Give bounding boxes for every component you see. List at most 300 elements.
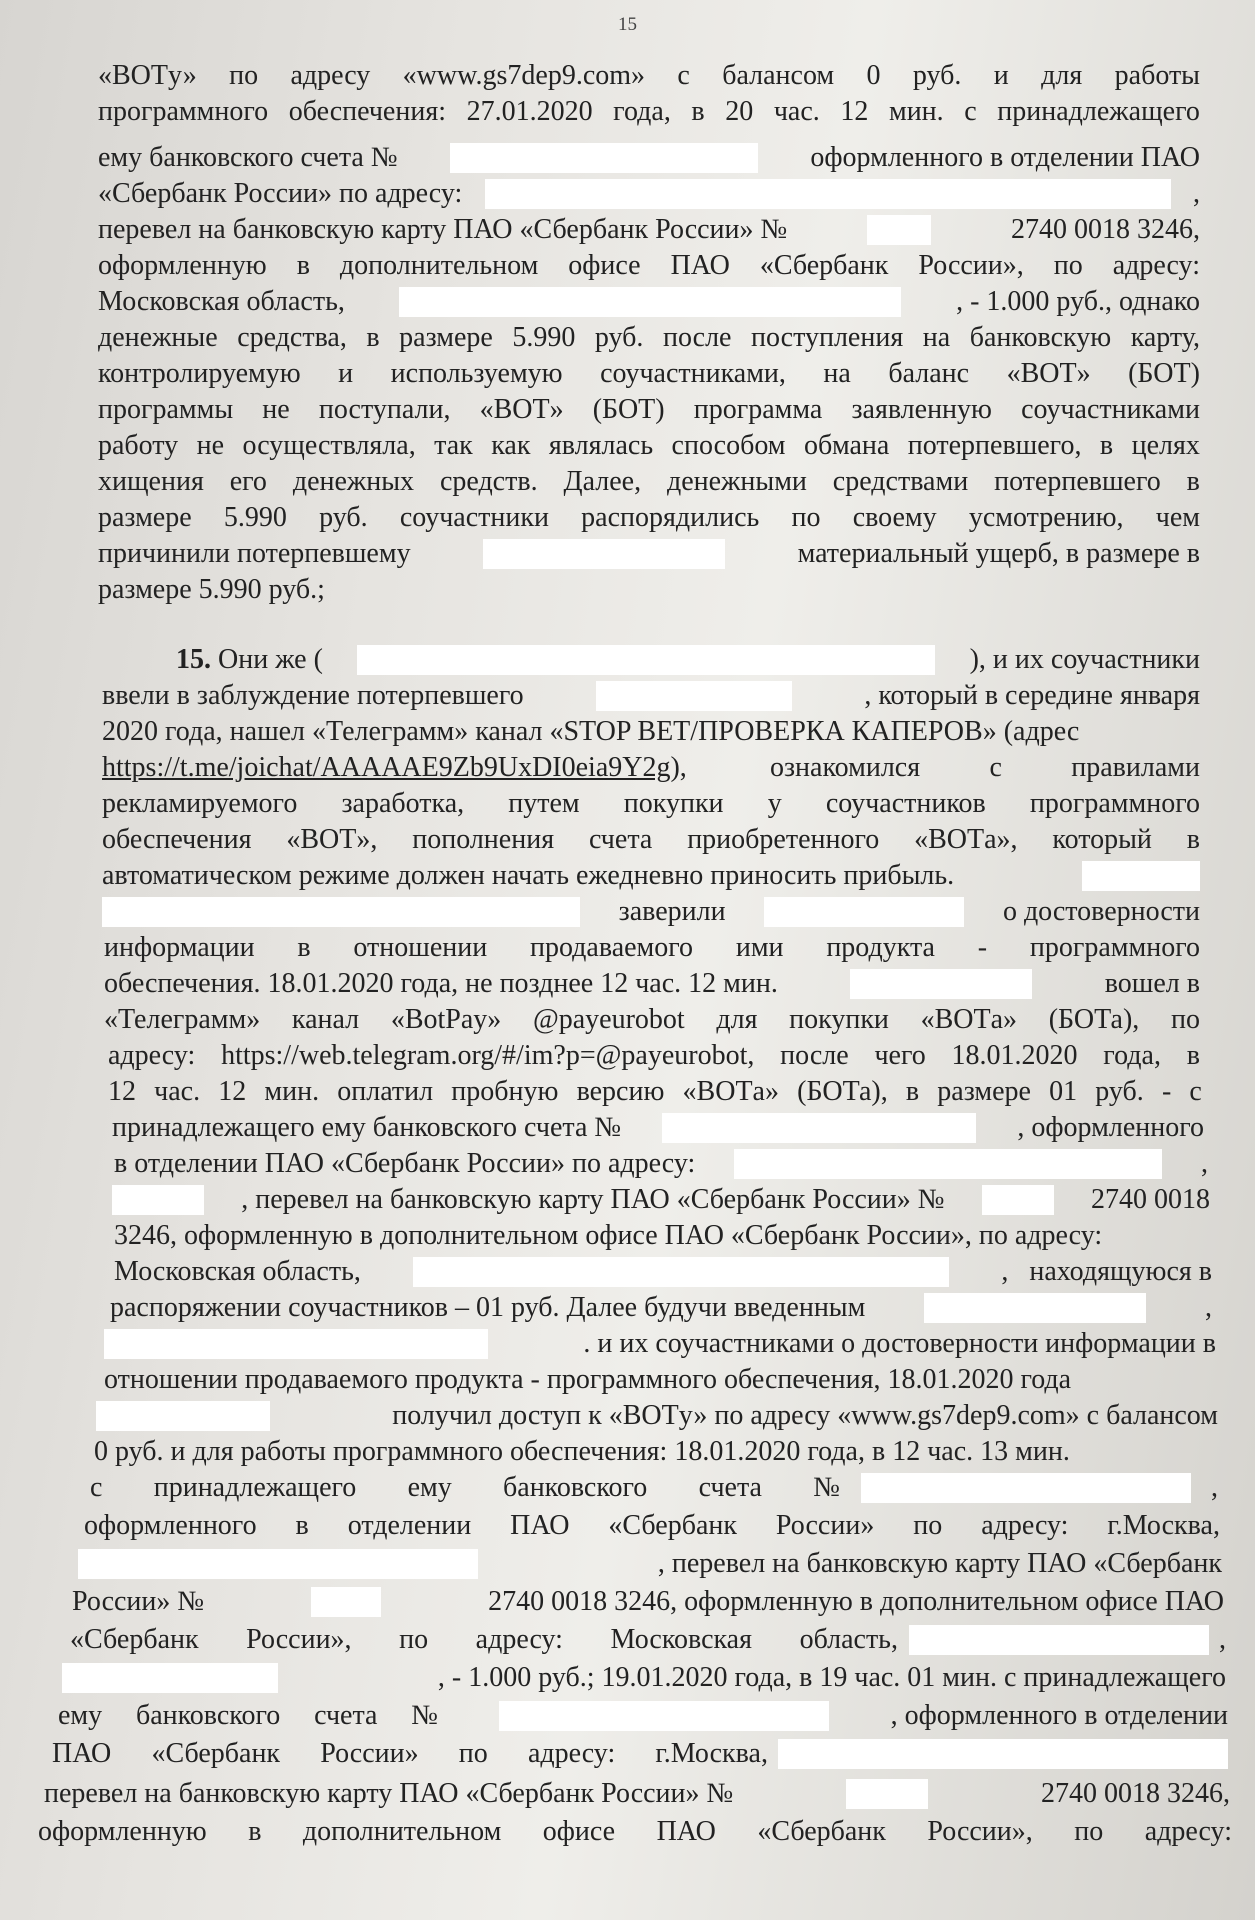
- text-line: [44, 1776, 1230, 1812]
- text-segment: . и их соучастниками о достоверности информации в: [583, 1328, 1216, 1359]
- text-line: [98, 58, 1200, 94]
- text-line: [90, 1470, 1218, 1506]
- text-segment: 2020 года, нашел «Телеграмм» канал «STOP BET/ПРОВЕРКА КАПЕРОВ» (адрес: [102, 716, 1080, 747]
- word: используемую: [390, 358, 563, 389]
- word: на: [922, 322, 951, 353]
- text-segment: ,: [1001, 1256, 1009, 1287]
- word: ПАО: [656, 1816, 716, 1847]
- text-segment: получил доступ к «BOTу» по адресу «www.gs7dep9.com» с балансом: [392, 1400, 1218, 1431]
- word: рекламируемого: [102, 788, 298, 819]
- word: России»: [320, 1738, 419, 1769]
- text-line: [98, 464, 1200, 500]
- word: заявленную: [851, 394, 992, 425]
- word: пробную: [451, 1076, 559, 1107]
- word: адресу: [290, 60, 371, 91]
- redaction-box: [311, 1587, 381, 1617]
- word: и: [338, 358, 354, 389]
- word: правилами: [1071, 752, 1200, 783]
- text-segment: размере 5.990 руб.;: [98, 574, 325, 605]
- text-segment: ),: [670, 752, 687, 783]
- text-segment: , - 1.000 руб.; 19.01.2020 года, в 19 час. 01 мин. с принадлежащего: [437, 1662, 1226, 1693]
- word: так: [434, 430, 473, 461]
- redaction-box: [483, 539, 725, 569]
- word: дополнительном: [302, 1816, 502, 1847]
- text-line: [104, 1362, 1218, 1398]
- word: года,: [1103, 1040, 1161, 1071]
- text-segment: 0 руб. и для работы программного обеспечения: 18.01.2020 года, в 12 час. 13 мин.: [94, 1436, 1070, 1467]
- text-segment: распоряжении соучастников – 01 руб. Далее будучи введенным: [110, 1292, 866, 1323]
- text-segment: перевел на банковскую карту ПАО «Сбербанк России» №: [44, 1778, 734, 1809]
- word: банковскую: [969, 322, 1112, 353]
- word: как: [491, 430, 531, 461]
- text-line: [102, 894, 1200, 930]
- word: отношении: [353, 932, 488, 963]
- word: «BOT»: [1006, 358, 1091, 389]
- word: -: [1161, 1076, 1172, 1107]
- text-line: [62, 1660, 1226, 1696]
- text-segment: , оформленного в отделении: [890, 1700, 1228, 1731]
- redaction-box: [778, 1739, 1228, 1769]
- word: банковского: [503, 1472, 648, 1503]
- text-line: [52, 1736, 1228, 1772]
- word: 18.01.2020: [951, 1040, 1078, 1071]
- text-line: [98, 320, 1200, 356]
- text-segment: ,: [1211, 1472, 1218, 1503]
- word: г.Москва,: [655, 1738, 768, 1769]
- word: денежными: [666, 466, 807, 497]
- text-line: [98, 392, 1200, 428]
- word: оформленного: [84, 1510, 257, 1541]
- word: Московская: [610, 1624, 752, 1655]
- redaction-box: [662, 1113, 976, 1143]
- word: по: [229, 60, 259, 91]
- redaction-box: [485, 179, 1171, 209]
- word: канал: [291, 1004, 360, 1035]
- word: покупки: [789, 1004, 889, 1035]
- word: №: [813, 1472, 840, 1503]
- word: «BOTа»,: [914, 824, 1018, 855]
- text-line: [98, 572, 1200, 608]
- word: средства,: [237, 322, 347, 353]
- word: руб.: [1095, 1076, 1144, 1107]
- word: соучастниками: [1021, 394, 1200, 425]
- word: размере: [98, 502, 192, 533]
- word: у: [767, 788, 782, 819]
- word: область,: [799, 1624, 898, 1655]
- word: в: [366, 322, 380, 353]
- redaction-box: [450, 143, 758, 173]
- word: мин.: [888, 96, 944, 127]
- text-segment: ), и их соучастники: [969, 644, 1200, 675]
- word: приобретенного: [687, 824, 880, 855]
- redaction-box: [102, 897, 580, 927]
- word: ПАО: [670, 250, 730, 281]
- word: «BOT»: [479, 394, 564, 425]
- text-segment: [52, 1736, 768, 1772]
- word: соучастниками,: [600, 358, 786, 389]
- word: денежные: [98, 322, 218, 353]
- word: 12: [108, 1076, 136, 1107]
- redaction-box: [596, 681, 792, 711]
- word: ПАО: [52, 1738, 112, 1769]
- text-line: [108, 1038, 1200, 1074]
- word: -: [977, 932, 988, 963]
- word: в: [1099, 430, 1114, 461]
- text-line: [96, 1398, 1218, 1434]
- page-number: 15: [618, 14, 637, 35]
- text-line: [112, 1110, 1204, 1146]
- text-segment: Они же (: [218, 644, 323, 675]
- word: на: [823, 358, 851, 389]
- word: денежных: [292, 466, 415, 497]
- text-line: [72, 1584, 1224, 1620]
- word: поступления: [751, 322, 904, 353]
- word: контролируемую: [98, 358, 301, 389]
- text-segment: Московская область,: [98, 286, 345, 317]
- word: карту,: [1130, 322, 1200, 353]
- word: с: [989, 752, 1002, 783]
- word: 12: [218, 1076, 247, 1107]
- redaction-box: [499, 1701, 829, 1731]
- word: обеспечения: [102, 824, 252, 855]
- word: в: [905, 1076, 920, 1107]
- text-segment: , который в середине января: [864, 680, 1200, 711]
- word: счета: [588, 824, 653, 855]
- word: с: [90, 1472, 103, 1503]
- text-line: [108, 1074, 1202, 1110]
- telegram-link[interactable]: https://t.me/joichat/AAAAAE9Zb9UxDI0eia9Y2g: [102, 752, 671, 783]
- word: в: [1186, 1040, 1200, 1071]
- word: принадлежащего: [997, 96, 1200, 127]
- word: «Телеграмм»: [104, 1004, 261, 1035]
- text-segment: «Сбербанк России» по адресу:: [98, 178, 463, 209]
- word: для: [1041, 60, 1083, 91]
- word: офисе: [568, 250, 641, 281]
- word: (БОТа),: [1048, 1004, 1140, 1035]
- word: который: [1052, 824, 1152, 855]
- text-line: [98, 140, 1200, 176]
- text-line: [176, 642, 1200, 678]
- word: «BOTа»: [682, 1076, 779, 1107]
- text-line: [98, 428, 1200, 464]
- text-segment: отношении продаваемого продукта - программного обеспечения, 18.01.2020 года: [104, 1364, 1072, 1395]
- text-segment: [58, 1698, 438, 1734]
- word: адресу:: [1112, 250, 1200, 281]
- text-segment: обеспечения. 18.01.2020 года, не позднее 12 час. 12 мин.: [104, 968, 778, 999]
- text-segment: ,: [1205, 1292, 1212, 1323]
- word: продукта: [826, 932, 935, 963]
- word: баланс: [888, 358, 970, 389]
- word: «Сбербанк: [608, 1510, 737, 1541]
- word: по: [1074, 1816, 1104, 1847]
- text-line: [110, 1290, 1212, 1326]
- word: работу: [98, 430, 179, 461]
- text-line: [98, 356, 1200, 392]
- redaction-box: [734, 1149, 1162, 1179]
- redaction-box: [909, 1625, 1209, 1655]
- word: ими: [735, 932, 784, 963]
- text-line: [114, 1218, 1210, 1254]
- word: офисе: [542, 1816, 616, 1847]
- word: (БОТ): [592, 394, 665, 425]
- redaction-box: [78, 1549, 478, 1579]
- text-line: [58, 1698, 1228, 1734]
- text-line: [102, 822, 1200, 858]
- text-segment: , - 1.000 руб., однако: [956, 286, 1200, 317]
- text-segment: вошел в: [1104, 968, 1200, 999]
- word: России»: [775, 1510, 875, 1541]
- word: потерпевшего,: [907, 430, 1082, 461]
- word: и: [993, 60, 1009, 91]
- text-segment: причинили потерпевшему: [98, 538, 411, 569]
- word: адресу:: [475, 1624, 563, 1655]
- text-line: [84, 1508, 1220, 1544]
- text-line: [114, 1254, 1212, 1290]
- word: по: [791, 502, 821, 533]
- word: «www.gs7dep9.com»: [402, 60, 646, 91]
- word: программного: [1029, 932, 1200, 963]
- word: заработка,: [341, 788, 465, 819]
- text-line: [104, 930, 1200, 966]
- word: России»,: [918, 250, 1024, 281]
- text-segment: 2740 0018 3246, оформленную в дополнительном офисе ПАО: [488, 1586, 1224, 1617]
- text-segment: в отделении ПАО «Сбербанк России» по адресу:: [114, 1148, 696, 1179]
- text-line: [98, 94, 1200, 130]
- text-segment: [770, 750, 1200, 786]
- word: час.: [154, 1076, 201, 1107]
- word: 20: [725, 96, 754, 127]
- text-line: [98, 500, 1200, 536]
- redaction-box: [764, 897, 964, 927]
- word: по: [399, 1624, 429, 1655]
- word: чего: [874, 1040, 926, 1071]
- word: г.Москва,: [1107, 1510, 1220, 1541]
- word: не: [196, 430, 225, 461]
- word: осуществляла,: [242, 430, 416, 461]
- text-segment: принадлежащего ему банковского счета №: [112, 1112, 622, 1143]
- word: России»,: [246, 1624, 352, 1655]
- word: 12: [840, 96, 869, 127]
- word: в: [295, 1510, 309, 1541]
- text-segment: ему банковского счета №: [98, 142, 398, 173]
- word: покупки: [623, 788, 724, 819]
- word: программного: [1029, 788, 1200, 819]
- text-line: [70, 1622, 1226, 1658]
- redaction-box: [850, 969, 1032, 999]
- word: обеспечения:: [288, 96, 446, 127]
- text-segment: 2740 0018 3246,: [1010, 214, 1200, 245]
- text-line: [104, 1002, 1200, 1038]
- redaction-box: [96, 1401, 270, 1431]
- word: «BOTу»: [98, 60, 197, 91]
- redaction-box: [399, 287, 901, 317]
- redaction-box: [867, 215, 931, 245]
- word: продаваемого: [529, 932, 694, 963]
- text-line: [112, 1182, 1210, 1218]
- text-segment: [1001, 1254, 1212, 1290]
- word: с: [1189, 1076, 1202, 1107]
- word: счета: [698, 1472, 762, 1503]
- word: (БОТ): [1128, 358, 1200, 389]
- word: ему: [58, 1700, 103, 1731]
- word: https://web.telegram.org/#/im?p=@payeurobot,: [221, 1040, 755, 1071]
- text-segment: материальный ущерб, в размере в: [797, 538, 1200, 569]
- text-segment: находящуюся в: [1029, 1256, 1212, 1287]
- text-segment: автоматическом режиме должен начать ежедневно приносить прибыль.: [102, 860, 955, 891]
- text-line: [102, 786, 1200, 822]
- redaction-box: [112, 1185, 204, 1215]
- word: «Сбербанк: [151, 1738, 281, 1769]
- text-line: [94, 1434, 1218, 1470]
- word: в: [297, 932, 311, 963]
- word: по: [1170, 1004, 1200, 1035]
- word: ПАО: [510, 1510, 570, 1541]
- word: Далее,: [563, 466, 642, 497]
- redaction-box: [62, 1663, 278, 1693]
- text-line: [98, 248, 1200, 284]
- word: адресу:: [981, 1510, 1069, 1541]
- word: «Сбербанк: [757, 1816, 886, 1847]
- text-line: [98, 536, 1200, 572]
- text-line: [98, 176, 1200, 212]
- word: пополнения: [412, 824, 555, 855]
- word: хищения: [98, 466, 204, 497]
- word: в: [1186, 824, 1200, 855]
- word: ему: [407, 1472, 452, 1503]
- word: отделении: [347, 1510, 472, 1541]
- word: дополнительном: [339, 250, 539, 281]
- text-line: [114, 1146, 1208, 1182]
- word: информации: [104, 932, 255, 963]
- word: в: [691, 96, 705, 127]
- word: его: [229, 466, 267, 497]
- word: после: [662, 322, 732, 353]
- text-line: [102, 858, 1200, 894]
- text-segment: [176, 642, 323, 678]
- word: банковского: [135, 1700, 281, 1731]
- word: руб.: [594, 322, 644, 353]
- text-line: [104, 966, 1200, 1002]
- redaction-box: [861, 1473, 1191, 1503]
- text-segment: ,: [1219, 1624, 1226, 1655]
- word: путем: [508, 788, 580, 819]
- word: №: [411, 1700, 438, 1731]
- word: 01: [1049, 1076, 1078, 1107]
- text-line: [98, 284, 1200, 320]
- text-segment: о достоверности: [1002, 896, 1200, 927]
- word: 5.990: [512, 322, 576, 353]
- word: час.: [773, 96, 820, 127]
- word: работы: [1114, 60, 1200, 91]
- paragraph-number: 15.: [176, 644, 211, 675]
- word: программа: [693, 394, 823, 425]
- word: «BOT»,: [286, 824, 378, 855]
- redaction-box: [1082, 861, 1200, 891]
- text-segment: России» №: [72, 1586, 205, 1617]
- text-line: [38, 1814, 1232, 1850]
- word: средств.: [439, 466, 538, 497]
- word: адресу:: [1144, 1816, 1232, 1847]
- word: руб.: [319, 502, 368, 533]
- word: ознакомился: [770, 752, 921, 783]
- word: по: [1053, 250, 1083, 281]
- word: являлась: [548, 430, 654, 461]
- word: способом: [671, 430, 786, 461]
- word: не: [262, 394, 290, 425]
- word: @payeurobot: [532, 1004, 685, 1035]
- text-segment: ,: [1192, 178, 1200, 209]
- word: соучастников: [825, 788, 986, 819]
- word: программы: [98, 394, 234, 425]
- text-segment: оформленного в отделении ПАО: [810, 142, 1200, 173]
- word: в: [248, 1816, 262, 1847]
- text-line: [102, 678, 1200, 714]
- word: средствами: [832, 466, 969, 497]
- word: балансом: [722, 60, 835, 91]
- word: адресу:: [108, 1040, 196, 1071]
- word: 5.990: [223, 502, 287, 533]
- word: распорядились: [581, 502, 760, 533]
- word: (БОТа),: [797, 1076, 888, 1107]
- word: «Сбербанк: [759, 250, 889, 281]
- word: для: [716, 1004, 758, 1035]
- word: с: [677, 60, 690, 91]
- word: после: [780, 1040, 849, 1071]
- word: 0: [866, 60, 881, 91]
- redaction-box: [846, 1779, 928, 1809]
- word: размере: [937, 1076, 1031, 1107]
- redaction-box: [357, 645, 935, 675]
- redaction-box: [924, 1293, 1146, 1323]
- word: руб.: [912, 60, 962, 91]
- text-segment: заверили: [618, 896, 726, 927]
- redaction-box: [413, 1257, 949, 1287]
- text-line: [102, 750, 1200, 786]
- redaction-box: [104, 1329, 488, 1359]
- word: оформленную: [38, 1816, 207, 1847]
- text-segment: ,: [1201, 1148, 1208, 1179]
- word: своему: [852, 502, 937, 533]
- text-segment: перевел на банковскую карту ПАО «Сбербанк России» №: [98, 214, 788, 245]
- word: России»,: [927, 1816, 1033, 1847]
- word: по: [458, 1738, 488, 1769]
- word: программного: [98, 96, 269, 127]
- word: мин.: [264, 1076, 320, 1107]
- text-segment: 2740 0018 3246,: [1040, 1778, 1230, 1809]
- text-line: [102, 714, 1200, 750]
- text-segment: , оформленного: [1017, 1112, 1204, 1143]
- text-segment: [90, 1470, 840, 1506]
- redaction-box: [982, 1185, 1054, 1215]
- word: оплатил: [337, 1076, 434, 1107]
- word: адресу:: [527, 1738, 616, 1769]
- text-segment: [70, 1622, 898, 1658]
- text-segment: , перевел на банковскую карту ПАО «Сбербанк России» №: [241, 1184, 945, 1215]
- word: с: [964, 96, 977, 127]
- word: в: [296, 250, 310, 281]
- word: «Сбербанк: [70, 1624, 199, 1655]
- word: целях: [1131, 430, 1200, 461]
- text-segment: [102, 750, 687, 786]
- word: 27.01.2020: [466, 96, 593, 127]
- text-segment: Московская область,: [114, 1256, 361, 1287]
- word: года,: [613, 96, 671, 127]
- word: обмана: [803, 430, 890, 461]
- word: чем: [1155, 502, 1200, 533]
- text-segment: ввели в заблуждение потерпевшего: [102, 680, 524, 711]
- word: счета: [314, 1700, 378, 1731]
- text-segment: 3246, оформленную в дополнительном офисе ПАО «Сбербанк России», по адресу:: [114, 1220, 1103, 1251]
